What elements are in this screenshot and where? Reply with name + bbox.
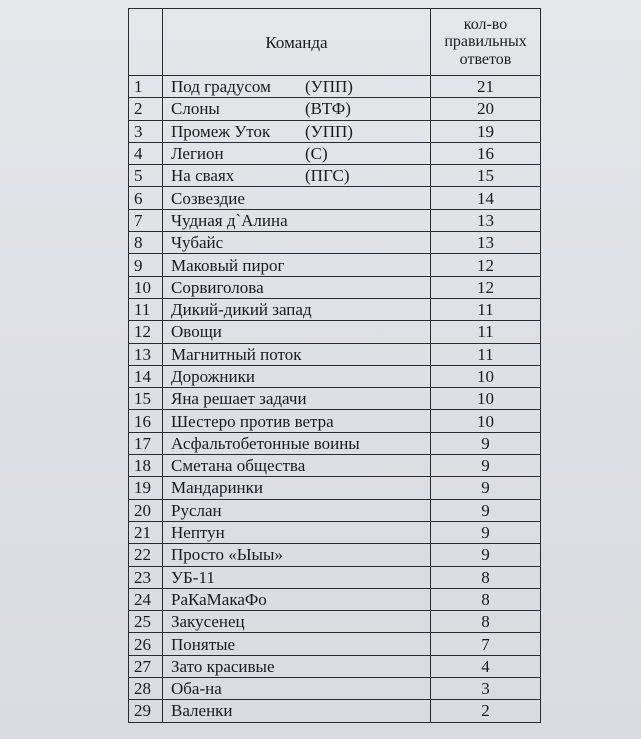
- team-name: Сорвиголова: [171, 277, 264, 297]
- table-row: [129, 432, 541, 454]
- team-name: Валенки: [171, 701, 233, 721]
- team-name: Руслан: [171, 500, 222, 520]
- row-number: 29: [129, 700, 163, 722]
- correct-answers-count: 11: [431, 298, 541, 320]
- team-cell: [163, 655, 431, 677]
- table-row: [129, 477, 541, 499]
- table-row: [129, 499, 541, 521]
- correct-answers-count: 9: [431, 521, 541, 543]
- table-row: [129, 142, 541, 164]
- correct-answers-count: 16: [431, 142, 541, 164]
- row-number: 19: [129, 477, 163, 499]
- table-row: [129, 165, 541, 187]
- team-name: Дикий-дикий запад: [171, 300, 312, 320]
- correct-answers-count: 8: [431, 611, 541, 633]
- table-row: [129, 254, 541, 276]
- table-row: [129, 187, 541, 209]
- row-number: 4: [129, 142, 163, 164]
- team-cell: [163, 187, 431, 209]
- row-number: 24: [129, 588, 163, 610]
- header-team: Команда: [163, 9, 431, 76]
- team-cell: [163, 254, 431, 276]
- team-name: Маковый пирог: [171, 255, 285, 275]
- row-number: 27: [129, 655, 163, 677]
- team-name: Мандаринки: [171, 478, 264, 498]
- team-name: На сваях: [171, 166, 235, 186]
- row-number: 21: [129, 521, 163, 543]
- team-cell: [163, 276, 431, 298]
- table-row: [129, 544, 541, 566]
- row-number: 15: [129, 388, 163, 410]
- team-name: Яна решает задачи: [171, 389, 307, 409]
- correct-answers-count: 8: [431, 588, 541, 610]
- table-header-row: [129, 9, 541, 76]
- team-cell: [163, 98, 431, 120]
- table-row: [129, 120, 541, 142]
- team-affiliation: (УПП): [305, 121, 353, 141]
- team-affiliation: (С): [305, 144, 328, 164]
- row-number: 3: [129, 120, 163, 142]
- team-name: РаКаМакаФо: [171, 589, 267, 609]
- team-affiliation: (ПГС): [305, 166, 350, 186]
- correct-answers-count: 4: [431, 655, 541, 677]
- team-name: Слоны: [171, 99, 220, 119]
- row-number: 22: [129, 544, 163, 566]
- team-cell: [163, 566, 431, 588]
- table-row: [129, 276, 541, 298]
- team-cell: [163, 120, 431, 142]
- team-name: Асфальтобетонные воины: [171, 433, 360, 453]
- correct-answers-count: 12: [431, 254, 541, 276]
- team-cell: [163, 678, 431, 700]
- table-row: [129, 98, 541, 120]
- team-name: Магнитный поток: [171, 344, 302, 364]
- row-number: 5: [129, 165, 163, 187]
- team-cell: [163, 455, 431, 477]
- row-number: 9: [129, 254, 163, 276]
- table-row: [129, 410, 541, 432]
- row-number: 10: [129, 276, 163, 298]
- correct-answers-count: 20: [431, 98, 541, 120]
- team-name: Созвездие: [171, 188, 245, 208]
- team-name: Сметана общества: [171, 456, 306, 476]
- row-number: 20: [129, 499, 163, 521]
- team-name: Легион: [171, 144, 224, 164]
- correct-answers-count: 13: [431, 209, 541, 231]
- row-number: 25: [129, 611, 163, 633]
- correct-answers-count: 10: [431, 388, 541, 410]
- row-number: 28: [129, 678, 163, 700]
- table-row: [129, 343, 541, 365]
- team-name: Промеж Уток: [171, 121, 271, 141]
- team-cell: [163, 365, 431, 387]
- team-name: Чубайс: [171, 233, 224, 253]
- row-number: 12: [129, 321, 163, 343]
- table-row: [129, 611, 541, 633]
- team-cell: [163, 410, 431, 432]
- table-row: [129, 521, 541, 543]
- correct-answers-count: 7: [431, 633, 541, 655]
- team-cell: [163, 633, 431, 655]
- team-cell: [163, 544, 431, 566]
- team-name: Нептун: [171, 523, 225, 543]
- correct-answers-count: 9: [431, 455, 541, 477]
- team-cell: [163, 388, 431, 410]
- table-row: [129, 633, 541, 655]
- row-number: 1: [129, 76, 163, 98]
- team-cell: [163, 165, 431, 187]
- correct-answers-count: 9: [431, 499, 541, 521]
- row-number: 14: [129, 365, 163, 387]
- team-name: Овощи: [171, 322, 222, 342]
- team-name: Понятые: [171, 634, 236, 654]
- correct-answers-count: 8: [431, 566, 541, 588]
- team-name: Шестеро против ветра: [171, 411, 334, 431]
- team-cell: [163, 298, 431, 320]
- correct-answers-count: 21: [431, 76, 541, 98]
- header-number-cell: [129, 9, 163, 76]
- row-number: 13: [129, 343, 163, 365]
- team-cell: [163, 499, 431, 521]
- team-cell: [163, 343, 431, 365]
- correct-answers-count: 10: [431, 365, 541, 387]
- table-row: [129, 678, 541, 700]
- correct-answers-count: 9: [431, 544, 541, 566]
- row-number: 26: [129, 633, 163, 655]
- team-cell: [163, 521, 431, 543]
- team-cell: [163, 477, 431, 499]
- correct-answers-count: 13: [431, 232, 541, 254]
- results-table: [128, 8, 541, 723]
- table-row: [129, 700, 541, 722]
- row-number: 17: [129, 432, 163, 454]
- team-cell: [163, 432, 431, 454]
- correct-answers-count: 9: [431, 477, 541, 499]
- team-cell: [163, 588, 431, 610]
- team-name: Оба-на: [171, 679, 222, 699]
- row-number: 11: [129, 298, 163, 320]
- table-row: [129, 365, 541, 387]
- team-cell: [163, 209, 431, 231]
- table-row: [129, 388, 541, 410]
- team-cell: [163, 232, 431, 254]
- team-cell: [163, 700, 431, 722]
- team-cell: [163, 611, 431, 633]
- team-cell: [163, 142, 431, 164]
- row-number: 6: [129, 187, 163, 209]
- row-number: 8: [129, 232, 163, 254]
- team-affiliation: (УПП): [305, 77, 353, 97]
- table-row: [129, 232, 541, 254]
- team-name: УБ-11: [171, 567, 215, 587]
- team-name: Зато красивые: [171, 656, 275, 676]
- correct-answers-count: 3: [431, 678, 541, 700]
- row-number: 7: [129, 209, 163, 231]
- correct-answers-count: 12: [431, 276, 541, 298]
- team-cell: [163, 321, 431, 343]
- correct-answers-count: 15: [431, 165, 541, 187]
- table-row: [129, 566, 541, 588]
- correct-answers-count: 14: [431, 187, 541, 209]
- table-row: [129, 76, 541, 98]
- correct-answers-count: 2: [431, 700, 541, 722]
- table-row: [129, 655, 541, 677]
- correct-answers-count: 11: [431, 343, 541, 365]
- table-row: [129, 588, 541, 610]
- team-name: Просто «Ыыы»: [171, 545, 283, 565]
- team-cell: [163, 76, 431, 98]
- team-name: Чудная д`Алина: [171, 210, 288, 230]
- row-number: 18: [129, 455, 163, 477]
- team-name: Дорожники: [171, 367, 255, 386]
- table-row: [129, 455, 541, 477]
- correct-answers-count: 11: [431, 321, 541, 343]
- header-score: кол-во правильных ответов: [431, 9, 541, 76]
- row-number: 16: [129, 410, 163, 432]
- team-name: Под градусом: [171, 77, 271, 97]
- team-name: Закусенец: [171, 612, 245, 632]
- row-number: 2: [129, 98, 163, 120]
- row-number: 23: [129, 566, 163, 588]
- correct-answers-count: 10: [431, 410, 541, 432]
- table-row: [129, 321, 541, 343]
- table-row: [129, 209, 541, 231]
- team-affiliation: (ВТФ): [305, 99, 351, 119]
- correct-answers-count: 9: [431, 432, 541, 454]
- table-row: [129, 298, 541, 320]
- correct-answers-count: 19: [431, 120, 541, 142]
